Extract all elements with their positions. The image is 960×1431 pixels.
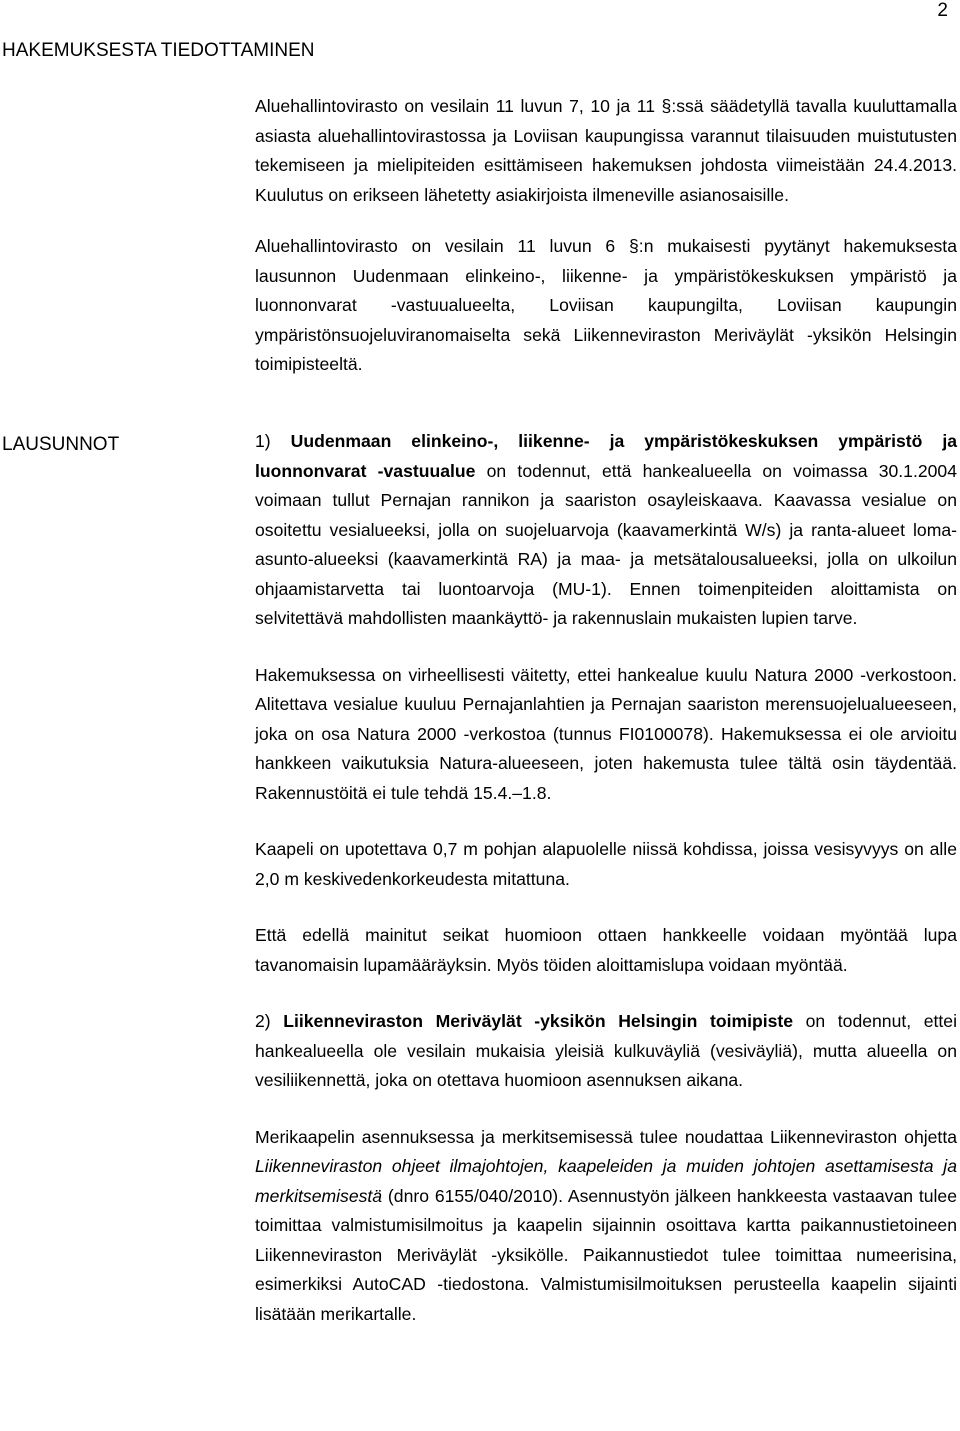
section-heading-lausunnot: LAUSUNNOT (2, 434, 120, 455)
statement-1 (255, 427, 957, 634)
paragraph-kuuluttaminen: Aluehallintovirasto on vesilain 11 luvun 7, 10 ja 11 §:ssä säädetyllä tavalla kuuluttamalla asiasta aluehallintovirastossa ja Loviisan kaupungissa varannut tilaisuuden muistutusten tekemiseen ja mielipiteiden esittämiseen hakemuksen johdosta viimeistään 24.4.2013. Kuulutus on erikseen lähetetty asiakirjoista ilmeneville asianosaisille. (255, 96, 957, 205)
statement-2 (255, 1007, 957, 1096)
statement-1-authority: Uudenmaan elinkeino-, liikenne- ja ympäristökeskuksen ympäristö ja luonnonvarat -vastuualue (255, 431, 957, 481)
statement-1-text: on todennut, että hankealueella on voimassa 30.1.2004 voimaan tullut Pernajan rannikon ja saariston osayleiskaava. Kaavassa vesialue on osoitettu vesialueeksi, jolla on suojeluarvoja (kaavamerkintä W/s) ja ranta-alueet loma-asunto-alueeksi (kaavamerkintä RA) ja maa- ja metsätalousalueeksi, jolla on ulkoilun ohjaamistarvetta tai luontoarvoja (MU-1). Ennen toimenpiteiden aloittamista on selvitettävä mahdollisten maankäyttö- ja rakennuslain mukaisten lupien tarve. (255, 460, 957, 628)
statement-2-authority: Liikenneviraston Meriväylät -yksikön Helsingin toimipiste (283, 1011, 794, 1031)
statement-1-conclusion: Että edellä mainitut seikat huomioon ottaen hankkeelle voidaan myöntää lupa tavanomaisin lupamääräyksin. Myös töiden aloittamislupa voidaan myöntää. (255, 925, 957, 975)
statement-2-merikaapeli-b: (dnro 6155/040/2010). Asennustyön jälkeen hankkeesta vastaavan tulee toimittaa valmistumisilmoitus ja kaapelin sijainnin osoittava kartta paikannustietoineen Liikenneviraston Meriväylät -yksikölle. Paikannustiedot tulee toimittaa numeerisina, esimerkiksi AutoCAD -tiedostona. Valmistumisilmoituksen perusteella kaapelin sijainti lisätään merikartalle. (255, 1185, 957, 1324)
lausunnot-body (255, 427, 957, 1329)
statement-1-number: 1) (255, 431, 291, 451)
statement-1-natura: Hakemuksessa on virheellisesti väitetty, ettei hankealue kuulu Natura 2000 -verkostoon. Alitettava vesialue kuuluu Pernajanlahtien ja Pernajan saariston merensuojelualueeseen, joka on osa Natura 2000 -verkostoa (tunnus FI0100078). Hakemuksessa ei ole arvioitu hankkeen vaikutuksia Natura-alueeseen, joten hakemusta tulee tältä osin täydentää. Rakennustöitä ei tule tehdä 15.4.–1.8. (255, 664, 957, 803)
statement-1-kaapeli: Kaapeli on upotettava 0,7 m pohjan alapuolelle niissä kohdissa, joissa vesisyvyys on alle 2,0 m keskivedenkorkeudesta mitattuna. (255, 839, 957, 889)
page-number: 2 (937, 0, 948, 21)
statement-2-guideline-title: Liikenneviraston ohjeet ilmajohtojen, kaapeleiden ja muiden johtojen asettamisesta ja merkitsemisestä (255, 1156, 957, 1206)
statement-2-number: 2) (255, 1011, 284, 1031)
statement-2-merikaapeli (255, 1123, 957, 1330)
paragraph-lausuntopyynto: Aluehallintovirasto on vesilain 11 luvun 6 §:n mukaisesti pyytänyt hakemuksesta lausunnon Uudenmaan elinkeino-, liikenne- ja ympäristökeskuksen ympäristö ja luonnonvarat -vastuualueelta, Loviisan kaupungilta, Loviisan kaupungin ympäristönsuojeluviranomaiselta sekä Liikenneviraston Meriväylät -yksikön Helsingin toimipisteeltä. (255, 236, 957, 374)
statement-2-merikaapeli-a: Merikaapelin asennuksessa ja merkitsemisessä tulee noudattaa Liikenneviraston ohjetta (255, 1126, 957, 1147)
statement-2-text: on todennut, ettei hankealueella ole vesilain mukaisia yleisiä kulkuväyliä (vesiväyliä), mutta alueella on vesiliikennettä, joka on otettava huomioon asennuksen aikana. (255, 1011, 957, 1090)
section-heading-hakemuksesta-tiedottaminen: HAKEMUKSESTA TIEDOTTAMINEN (2, 40, 315, 61)
hakemuksesta-body (255, 92, 957, 380)
